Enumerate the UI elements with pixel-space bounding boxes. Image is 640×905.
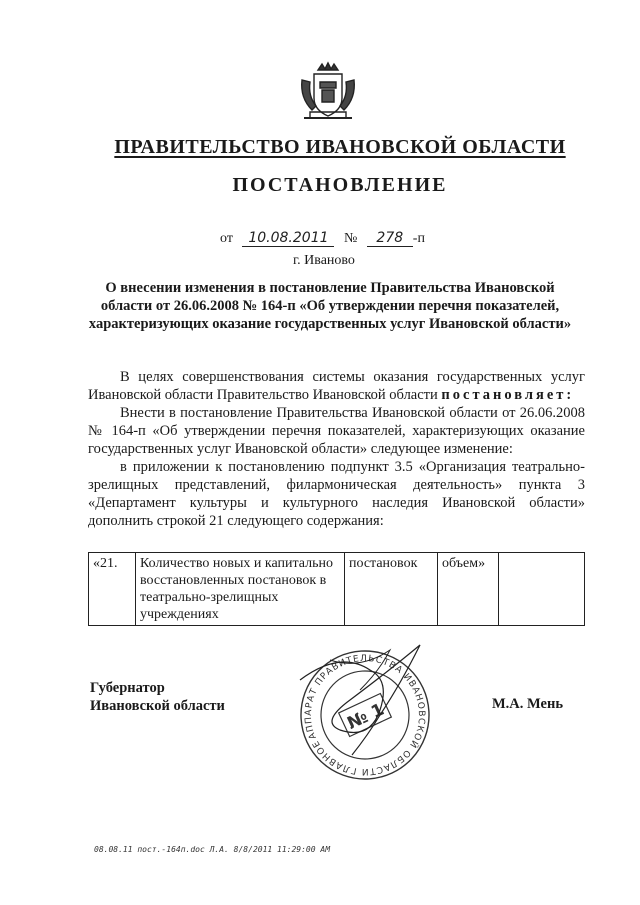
stamp-number: № 1 (344, 699, 388, 734)
indicator-name-cell: Количество новых и капитально восстановленных постановок в театрально-зрелищных учреждениях (136, 553, 345, 626)
number-suffix: -п (412, 231, 425, 246)
indicator-type-cell: объем» (438, 553, 499, 626)
date-prefix: от (220, 231, 233, 246)
official-stamp (290, 640, 440, 790)
date-number-line (220, 230, 425, 247)
number-prefix: № (343, 231, 358, 246)
empty-cell (499, 553, 585, 626)
table-row (89, 553, 585, 626)
position-line-1: Губернатор (90, 680, 165, 696)
government-title: ПРАВИТЕЛЬСТВО ИВАНОВСКОЙ ОБЛАСТИ (114, 136, 566, 158)
document-number: 278 (367, 230, 413, 247)
document-type-title: ПОСТАНОВЛЕНИЕ (232, 174, 448, 196)
position-line-2: Ивановской области (90, 698, 225, 714)
inserted-row-table (88, 552, 585, 626)
file-footer: 08.08.11 пост.-164п.doc Л.А. 8/8/2011 11:29:00 AM (94, 845, 331, 854)
stamp-ring-text: АППАРАТ ПРАВИТЕЛЬСТВА ИВАНОВСКОЙ ОБЛАСТИ ГЛАВНОЕ (303, 653, 427, 777)
signatory-position (90, 679, 225, 715)
resolves-keyword: постановляет: (441, 387, 575, 403)
paragraph-1: Внести в постановление Правительства Ивановской области от 26.06.2008 № 164-п «Об утверждении перечня показателей, характеризующих оказание государственных услуг Ивановской области» следующее изменение: (88, 405, 585, 457)
document-body (88, 368, 585, 530)
paragraph-2: в приложении к постановлению подпункт 3.5 «Организация театрально-зрелищных представлений, филармоническая деятельность» пункта 3 «Департамент культуры и культурного наследия Ивановской области» дополнить строкой 21 следующего содержания: (88, 459, 585, 529)
row-number-cell: «21. (89, 553, 136, 626)
city: г. Иваново (293, 253, 355, 268)
signatory-name: М.А. Мень (492, 696, 563, 712)
intro-paragraph (88, 368, 585, 404)
unit-cell: постановок (345, 553, 438, 626)
document-date: 10.08.2011 (242, 230, 334, 247)
document-subject: О внесении изменения в постановление Правительства Ивановской области от 26.06.2008 № 164-п «Об утверждении перечня показателей, характеризующих оказание государственных услуг Ивановской области» (88, 280, 572, 332)
coat-of-arms-emblem (296, 60, 360, 124)
intro-text: В целях совершенствования системы оказания государственных услуг Ивановской области Правительство Ивановской области (88, 369, 585, 403)
